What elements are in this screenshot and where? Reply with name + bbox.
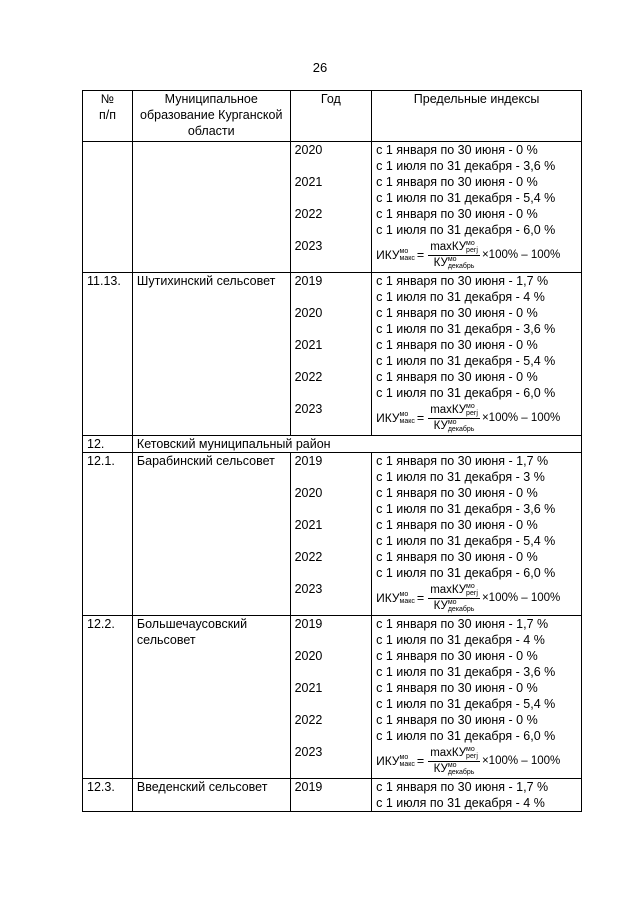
formula-num-text: maxКУ (430, 404, 467, 417)
indices-table (82, 90, 582, 812)
year-value: 2021 (294, 518, 323, 532)
index-line: с 1 января по 30 июня - 0 % (376, 518, 538, 532)
formula-den-text: КУ (433, 256, 448, 269)
formula-num-sub: регj (466, 247, 478, 255)
index-line: с 1 января по 30 июня - 0 % (376, 713, 538, 727)
index-line: с 1 января по 30 июня - 0 % (376, 306, 538, 320)
formula-den-sub: декабрь (447, 425, 475, 433)
year-value: 2023 (294, 745, 323, 759)
year-value: 2023 (294, 582, 323, 596)
header-num: № п/п (83, 91, 133, 142)
index-line: с 1 июля по 31 декабря - 4 % (376, 633, 545, 647)
year-value: 2019 (294, 454, 323, 468)
index-line: с 1 июля по 31 декабря - 4 % (376, 290, 545, 304)
table-row (83, 779, 582, 812)
year-value: 2022 (294, 207, 323, 221)
formula-fraction (428, 403, 480, 432)
table-row (83, 273, 582, 436)
index-line: с 1 января по 30 июня - 0 % (376, 175, 538, 189)
year-value: 2021 (294, 681, 323, 695)
formula-lhs-indices (400, 754, 415, 768)
formula-num-indices (466, 746, 478, 760)
formula-den-indices (448, 762, 475, 776)
row-indices (372, 142, 582, 273)
formula-lhs-sub: макс (399, 598, 415, 605)
row-years (290, 779, 372, 812)
formula-num-indices (466, 240, 478, 254)
index-line: с 1 января по 30 июня - 1,7 % (376, 454, 549, 468)
formula-fraction (428, 240, 480, 269)
formula-den-sup: мо (447, 598, 457, 606)
district-name: Кетовский муниципальный район (132, 436, 581, 453)
index-line: с 1 июля по 31 декабря - 3,6 % (376, 322, 556, 336)
formula-rest: ×100% – 100% (481, 412, 561, 424)
year-value: 2021 (294, 175, 323, 189)
formula-num-sub: регj (466, 590, 478, 598)
year-value: 2020 (294, 649, 323, 663)
formula-eq: = (416, 754, 425, 768)
year-value: 2020 (294, 143, 323, 157)
formula-den-sup: мо (447, 255, 457, 263)
index-line: с 1 июля по 31 декабря - 3 % (376, 470, 545, 484)
formula-num-sup: мо (466, 240, 475, 248)
formula-lhs-sup: мо (399, 591, 409, 598)
formula-numerator (428, 583, 480, 598)
index-line: с 1 июля по 31 декабря - 6,0 % (376, 566, 556, 580)
formula-lhs-indices (400, 248, 415, 262)
formula-denominator (432, 419, 477, 433)
ikv-formula (376, 401, 577, 435)
index-line: с 1 июля по 31 декабря - 3,6 % (376, 502, 556, 516)
header-municipality: Муниципальное образование Курганской области (132, 91, 290, 142)
index-line: с 1 июля по 31 декабря - 5,4 % (376, 191, 556, 205)
row-municipality (132, 142, 290, 273)
formula-lhs-sup: мо (399, 754, 409, 761)
row-number: 12.3. (83, 779, 133, 812)
formula-num-indices (466, 583, 478, 597)
index-line: с 1 января по 30 июня - 0 % (376, 649, 538, 663)
year-value: 2023 (294, 239, 323, 253)
index-line: с 1 января по 30 июня - 1,7 % (376, 617, 549, 631)
formula-eq: = (416, 411, 425, 425)
row-municipality: Барабинский сельсовет (132, 453, 290, 616)
row-number: 11.13. (83, 273, 133, 436)
index-line: с 1 июля по 31 декабря - 6,0 % (376, 223, 556, 237)
formula-lhs-sup: мо (399, 248, 409, 255)
formula-lhs-sup: мо (399, 411, 409, 418)
formula-den-indices (448, 599, 475, 613)
formula-lhs-sub: макс (399, 761, 415, 768)
index-line: с 1 января по 30 июня - 0 % (376, 681, 538, 695)
formula-numerator (428, 403, 480, 418)
formula-numerator (428, 746, 480, 761)
formula-eq: = (416, 591, 425, 605)
formula-lhs-sub: макс (399, 255, 415, 262)
formula-den-indices (448, 256, 475, 270)
row-number (83, 142, 133, 273)
year-value: 2020 (294, 486, 323, 500)
index-line: с 1 июля по 31 декабря - 5,4 % (376, 354, 556, 368)
table-row (83, 453, 582, 616)
index-line: с 1 января по 30 июня - 1,7 % (376, 780, 549, 794)
formula-den-indices (448, 419, 475, 433)
index-line: с 1 июля по 31 декабря - 5,4 % (376, 534, 556, 548)
formula-num-sup: мо (466, 403, 475, 411)
index-line: с 1 января по 30 июня - 1,7 % (376, 274, 549, 288)
formula-num-sup: мо (466, 583, 475, 591)
formula-den-sup: мо (447, 761, 457, 769)
year-value: 2022 (294, 550, 323, 564)
index-line: с 1 января по 30 июня - 0 % (376, 486, 538, 500)
formula-den-text: КУ (433, 599, 448, 612)
year-value: 2020 (294, 306, 323, 320)
table-row (83, 142, 582, 273)
table-row (83, 616, 582, 779)
index-line: с 1 января по 30 июня - 0 % (376, 143, 538, 157)
formula-num-text: maxКУ (430, 747, 467, 760)
row-years (290, 273, 372, 436)
formula-lhs: ИКУ (376, 754, 400, 768)
year-value: 2021 (294, 338, 323, 352)
formula-fraction (428, 746, 480, 775)
index-line: с 1 января по 30 июня - 0 % (376, 338, 538, 352)
formula-lhs-sub: макс (399, 418, 415, 425)
formula-rest: ×100% – 100% (481, 249, 561, 261)
index-line: с 1 июля по 31 декабря - 3,6 % (376, 159, 556, 173)
year-value: 2019 (294, 617, 323, 631)
district-row (83, 436, 582, 453)
formula-den-text: КУ (433, 762, 448, 775)
formula-lhs: ИКУ (376, 248, 400, 262)
page-number: 26 (312, 60, 328, 75)
formula-den-sub: декабрь (447, 768, 475, 776)
index-line: с 1 июля по 31 декабря - 4 % (376, 796, 545, 810)
formula-rest: ×100% – 100% (481, 592, 561, 604)
formula-num-sup: мо (466, 746, 475, 754)
formula-denominator (432, 599, 477, 613)
formula-numerator (428, 240, 480, 255)
index-line: с 1 июля по 31 декабря - 6,0 % (376, 729, 556, 743)
row-municipality: Введенский сельсовет (132, 779, 290, 812)
table-header (83, 91, 582, 142)
index-line: с 1 января по 30 июня - 0 % (376, 207, 538, 221)
formula-den-sub: декабрь (447, 605, 475, 613)
row-years (290, 142, 372, 273)
year-value: 2022 (294, 713, 323, 727)
year-value: 2019 (294, 274, 323, 288)
formula-denominator (432, 762, 477, 776)
formula-num-indices (466, 403, 478, 417)
ikv-formula (376, 581, 577, 615)
formula-denominator (432, 256, 477, 270)
formula-num-text: maxКУ (430, 584, 467, 597)
index-line: с 1 января по 30 июня - 0 % (376, 370, 538, 384)
formula-fraction (428, 583, 480, 612)
year-value: 2023 (294, 402, 323, 416)
formula-lhs: ИКУ (376, 411, 400, 425)
row-indices (372, 616, 582, 779)
index-line: с 1 июля по 31 декабря - 6,0 % (376, 386, 556, 400)
year-value: 2022 (294, 370, 323, 384)
formula-den-text: КУ (433, 419, 448, 432)
row-number: 12.1. (83, 453, 133, 616)
formula-den-sub: декабрь (447, 262, 475, 270)
row-indices (372, 453, 582, 616)
formula-lhs-indices (400, 411, 415, 425)
header-indices: Предельные индексы (372, 91, 582, 142)
row-municipality: Большечаусовский сельсовет (132, 616, 290, 779)
row-years (290, 616, 372, 779)
row-municipality: Шутихинский сельсовет (132, 273, 290, 436)
formula-rest: ×100% – 100% (481, 755, 561, 767)
row-years (290, 453, 372, 616)
formula-lhs: ИКУ (376, 591, 400, 605)
formula-num-text: maxКУ (430, 241, 467, 254)
header-year: Год (290, 91, 372, 142)
year-value: 2019 (294, 780, 323, 794)
index-line: с 1 июля по 31 декабря - 3,6 % (376, 665, 556, 679)
formula-num-sub: регj (466, 753, 478, 761)
row-number: 12.2. (83, 616, 133, 779)
formula-lhs-indices (400, 591, 415, 605)
formula-num-sub: регj (466, 410, 478, 418)
row-indices (372, 779, 582, 812)
formula-den-sup: мо (447, 418, 457, 426)
index-line: с 1 июля по 31 декабря - 5,4 % (376, 697, 556, 711)
index-line: с 1 января по 30 июня - 0 % (376, 550, 538, 564)
ikv-formula (376, 744, 577, 778)
ikv-formula (376, 238, 577, 272)
row-indices (372, 273, 582, 436)
district-number: 12. (83, 436, 133, 453)
formula-eq: = (416, 248, 425, 262)
